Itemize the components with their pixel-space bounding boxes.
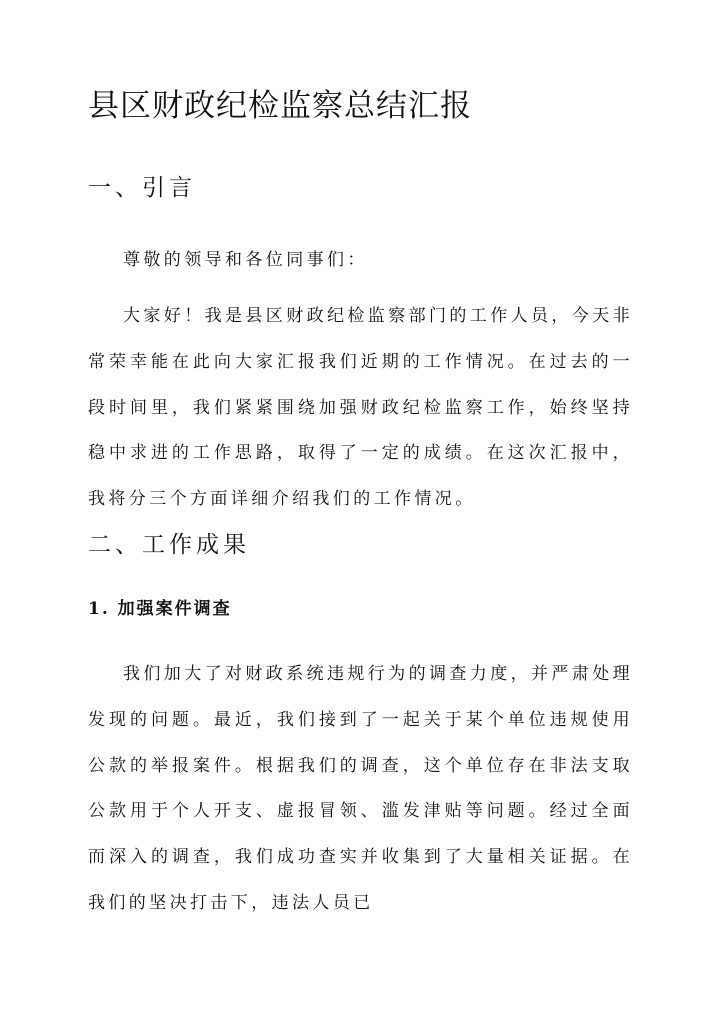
greeting-paragraph: 尊敬的领导和各位同事们： [123, 250, 368, 270]
case-investigation-paragraph: 我们加大了对财政系统违规行为的调查力度，并严肃处理发现的问题。最近，我们接到了一起关于某个单位违规使用公款的举报案件。根据我们的调查，这个单位存在非法支取公款用于个人开支、虚报冒领、滥发津贴等问题。经过全面而深入的调查，我们成功查实并收集到了大量相关证据。在我们的坚决打击下，违法人员已 [88, 664, 633, 913]
subsection-heading-case-investigation: 1. 加强案件调查 [88, 599, 232, 619]
introduction-paragraph: 大家好！我是县区财政纪检监察部门的工作人员，今天非常荣幸能在此向大家汇报我们近期的工作情况。在过去的一段时间里，我们紧紧围绕加强财政纪检监察工作，始终坚持稳中求进的工作思路，取得了一定的成绩。在这次汇报中，我将分三个方面详细介绍我们的工作情况。 [88, 306, 633, 510]
section-heading-introduction: 一、引言 [88, 175, 196, 201]
section-heading-achievements: 二、工作成果 [88, 532, 250, 558]
document-title: 县区财政纪检监察总结汇报 [88, 88, 472, 124]
